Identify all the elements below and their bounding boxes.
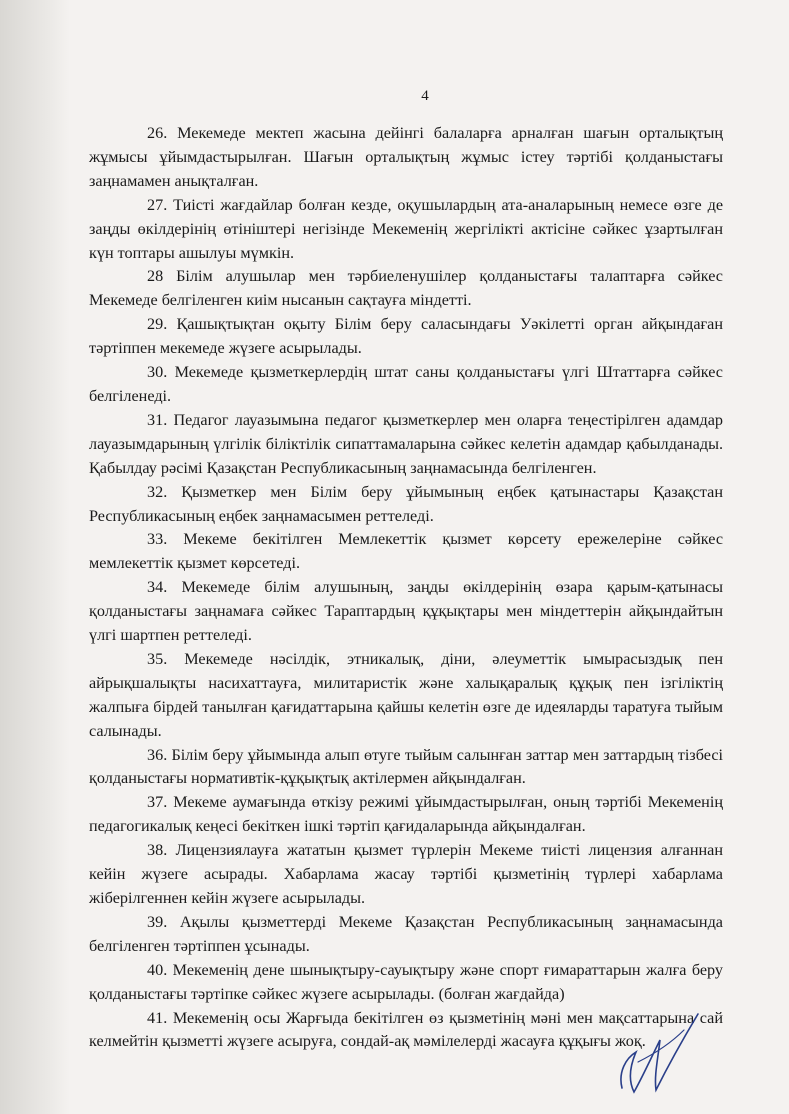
paragraph-28 bbox=[89, 265, 723, 313]
handwritten-signature bbox=[608, 1000, 708, 1100]
paragraph-27 bbox=[89, 194, 723, 266]
document-body bbox=[89, 122, 723, 1054]
paragraph-text: Тиісті жағдайлар болған кезде, оқушылардың ата-аналарының немесе өзге де заңды өкілдерінің өтініштері негізінде Мекеменің жергілікті актісіне сәйкес ұзартылған күн топтары ашылуы мүмкін. bbox=[89, 195, 724, 262]
paragraph-number: 35. bbox=[147, 649, 168, 668]
paragraph-text: Қызметкер мен Білім беру ұйымының еңбек қатынастары Қазақстан Республикасының еңбек заңнамасымен реттеледі. bbox=[89, 482, 724, 525]
paragraph-text: Лицензиялауға жататын қызмет түрлерін Мекеме тиісті лицензия алғаннан кейін жүзеге асырады. Хабарлама жасау тәртібі қызметінің түрлері хабарлама жіберілгеннен кейін жүзеге асырылады. bbox=[89, 841, 723, 907]
paragraph-number: 34. bbox=[147, 578, 168, 597]
paragraph-text: Мекемеде нәсілдік, этникалық, діни, әлеуметтік ымырасыздық пен айрықшалықты насихаттауға, милитаристік және халықаралық құқық пен ізгіліктің жалпыға бірдей танылған қағидаттарына қайшы келетін өзге де идеяларды таратуға тыйым салынады. bbox=[89, 649, 724, 740]
paragraph-text: Мекемеде мектеп жасына дейінгі балаларға арналған шағын орталықтың жұмысы ұйымдастырылған. Шағын орталықтың жұмыс істеу тәртібі қолданыстағы заңнамамен анықталған. bbox=[89, 124, 724, 190]
paragraph-34 bbox=[89, 576, 723, 648]
paragraph-text: Мекеме бекітілген Мемлекеттік қызмет көрсету ережелеріне сәйкес мемлекеттік қызмет көрсетеді. bbox=[89, 530, 724, 573]
paragraph-text: Педагог лауазымына педагог қызметкерлер мен оларға теңестірілген адамдар лауазымдарының үлгілік біліктілік сипаттамаларына сәйкес келетін адамдар қабылданады. Қабылдау рәсімі Қазақстан Республикасының заңнамасында белгіленген. bbox=[89, 410, 723, 477]
paragraph-number: 28 bbox=[147, 267, 164, 286]
paragraph-number: 30. bbox=[147, 363, 168, 382]
paragraph-number: 26. bbox=[147, 124, 168, 142]
paragraph-30 bbox=[89, 361, 723, 409]
paragraph-number: 27. bbox=[147, 195, 168, 214]
paragraph-35 bbox=[89, 648, 723, 744]
paragraph-36 bbox=[89, 744, 723, 792]
paragraph-number: 41. bbox=[147, 1008, 168, 1027]
page-number: 4 bbox=[421, 88, 429, 104]
paragraph-number: 36. bbox=[147, 745, 168, 764]
paragraph-number: 39. bbox=[147, 912, 168, 931]
paragraph-number: 31. bbox=[147, 410, 168, 429]
paragraph-text: Қашықтықтан оқыту Білім беру саласындағы Уәкілетті орган айқындаған тәртіппен мекемеде жүзеге асырылады. bbox=[89, 315, 723, 358]
paragraph-number: 33. bbox=[147, 530, 168, 549]
paragraph-37 bbox=[89, 791, 723, 839]
paragraph-31 bbox=[89, 409, 723, 481]
paragraph-text: Ақылы қызметтерді Мекеме Қазақстан Республикасының заңнамасында белгіленген тәртіппен ұсынады. bbox=[89, 912, 723, 955]
paragraph-text: Мекеме аумағында өткізу режимі ұйымдастырылған, оның тәртібі Мекеменің педагогикалық кеңесі бекіткен ішкі тәртіп қағидаларында айқындалған. bbox=[89, 793, 723, 836]
paragraph-text: Мекеменің дене шынықтыру-сауықтыру және спорт ғимараттарын жалға беру қолданыстағы тәртіпке сәйкес жүзеге асырылады. (болған жағдайда) bbox=[89, 960, 723, 1003]
paragraph-text: Білім алушылар мен тәрбиеленушілер қолданыстағы талаптарға сәйкес Мекемеде белгіленген киім нысанын сақтауға міндетті. bbox=[89, 267, 723, 310]
paragraph-33 bbox=[89, 528, 723, 576]
paragraph-number: 40. bbox=[147, 960, 168, 979]
paragraph-32 bbox=[89, 481, 723, 529]
paragraph-text: Мекемеде қызметкерлердің штат саны қолданыстағы үлгі Штаттарға сәйкес белгіленеді. bbox=[89, 363, 723, 405]
paragraph-number: 38. bbox=[147, 841, 168, 860]
paragraph-number: 37. bbox=[147, 793, 168, 812]
paragraph-26 bbox=[89, 122, 723, 194]
paragraph-text: Мекеменің осы Жарғыда бекітілген өз қызметінің мәні мен мақсаттарына сай келмейтін қызметті жүзеге асыруға, сондай-ақ мәмілелерді жасауға құқығы жоқ. bbox=[89, 1008, 724, 1051]
paragraph-number: 32. bbox=[147, 482, 168, 501]
paragraph-29 bbox=[89, 313, 723, 361]
paragraph-text: Білім беру ұйымында алып өтуге тыйым салынған заттар мен заттардың тізбесі қолданыстағы нормативтік-құқықтық актілермен айқындалған. bbox=[89, 745, 723, 788]
paragraph-number: 29. bbox=[147, 315, 168, 334]
paragraph-39 bbox=[89, 911, 723, 959]
paragraph-38 bbox=[89, 839, 723, 911]
paragraph-text: Мекемеде білім алушының, заңды өкілдерінің өзара қарым-қатынасы қолданыстағы заңнамаға сәйкес Тараптардың құқықтары мен міндеттерін айқындайтын үлгі шартпен реттеледі. bbox=[89, 578, 724, 645]
